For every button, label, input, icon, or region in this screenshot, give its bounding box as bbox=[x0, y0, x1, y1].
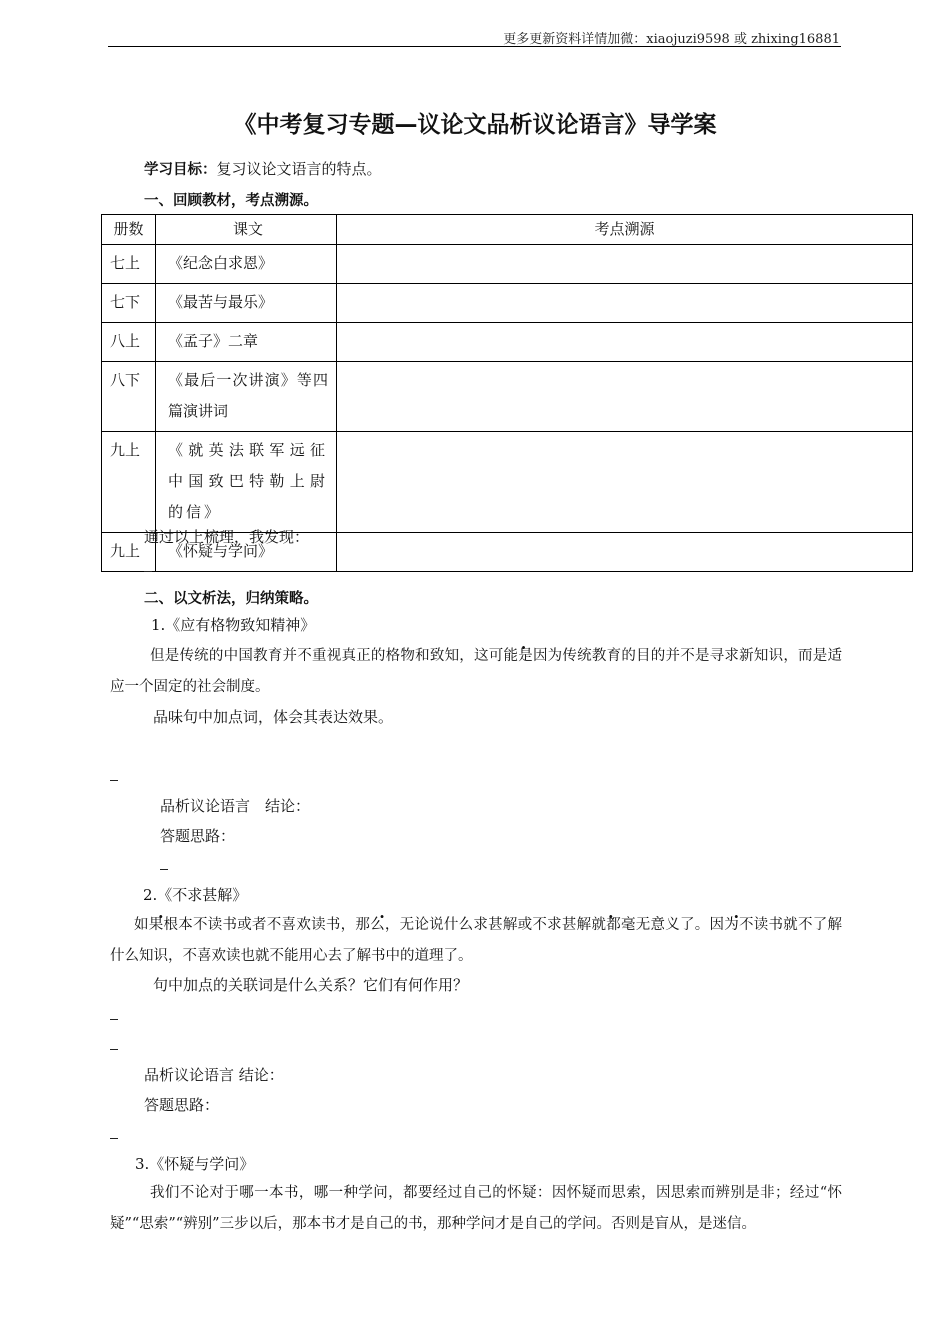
item3-passage bbox=[110, 1178, 842, 1240]
header-point: 考点溯源 bbox=[337, 215, 913, 245]
item1-title: 1.《应有格物致知精神》 bbox=[151, 616, 316, 634]
item2-conclusion: 品析议论语言 结论： bbox=[144, 1066, 284, 1084]
header-note: 更多更新资料详情加微：xiaojuzi9598 或 zhixing16881 bbox=[503, 32, 840, 47]
source-table bbox=[101, 214, 913, 572]
table-row bbox=[102, 323, 913, 362]
row-volume: 九上 bbox=[102, 533, 156, 572]
dotted-word: 可能 bbox=[488, 648, 519, 664]
item1-passage bbox=[110, 641, 842, 703]
answer-blank[interactable] bbox=[110, 1049, 118, 1050]
answer-blank[interactable] bbox=[144, 571, 152, 572]
passage-text: 是因为传统教育的目的并不是寻求新知识，而是适应一个固定的社会制度。 bbox=[110, 648, 843, 695]
row-point-input[interactable] bbox=[337, 284, 913, 323]
learning-objective bbox=[144, 158, 382, 179]
row-point-input[interactable] bbox=[337, 533, 913, 572]
passage-text: 根本不读书或者不喜欢读书， bbox=[163, 917, 356, 933]
table-header-row bbox=[102, 215, 913, 245]
item3-title: 3.《怀疑与学问》 bbox=[135, 1155, 255, 1173]
answer-blank[interactable] bbox=[110, 1019, 118, 1020]
row-point-input[interactable] bbox=[337, 432, 913, 533]
item1-approach: 答题思路： bbox=[160, 827, 236, 845]
row-text: 《孟子》二章 bbox=[156, 323, 337, 362]
item2-title: 2.《不求甚解》 bbox=[143, 886, 248, 904]
dotted-word: 就 bbox=[591, 917, 607, 933]
passage-text: 不读书就不了解什么知识，不喜欢读也就不能用心去了解书中的道理了。 bbox=[110, 917, 843, 964]
row-volume: 七上 bbox=[102, 245, 156, 284]
objective-text: 复习议论文语言的特点。 bbox=[216, 160, 382, 178]
row-volume: 七下 bbox=[102, 284, 156, 323]
page-title: 《中考复习专题—议论文品析议论语言》导学案 bbox=[233, 112, 717, 138]
discovery-prompt: 通过以上梳理，我发现： bbox=[144, 528, 310, 546]
row-point-input[interactable] bbox=[337, 245, 913, 284]
passage-text: 都毫无意义了。 bbox=[606, 917, 710, 933]
row-text: 《最后一次讲演》等四篇演讲词 bbox=[156, 362, 337, 432]
header-text: 课文 bbox=[156, 215, 337, 245]
answer-blank[interactable] bbox=[110, 780, 118, 781]
row-point-input[interactable] bbox=[337, 362, 913, 432]
row-text: 《最苦与最乐》 bbox=[156, 284, 337, 323]
row-volume: 九上 bbox=[102, 432, 156, 533]
table-row bbox=[102, 362, 913, 432]
section1-heading: 一、回顾教材，考点溯源。 bbox=[144, 193, 318, 209]
table-row bbox=[102, 432, 913, 533]
row-text: 《怀疑与学问》 bbox=[156, 533, 337, 572]
header-divider bbox=[108, 46, 841, 47]
dotted-word: 如果 bbox=[134, 917, 164, 933]
row-text: 《就英法联军远征中国致巴特勒上尉的信》 bbox=[156, 432, 337, 533]
item2-approach: 答题思路： bbox=[144, 1096, 220, 1114]
dotted-word: 那么 bbox=[355, 917, 385, 933]
dotted-word: 因为 bbox=[709, 917, 740, 933]
table-row bbox=[102, 284, 913, 323]
table-row bbox=[102, 245, 913, 284]
item2-passage bbox=[110, 910, 842, 972]
answer-blank[interactable] bbox=[160, 869, 168, 870]
row-volume: 八上 bbox=[102, 323, 156, 362]
header-volume: 册数 bbox=[102, 215, 156, 245]
item1-conclusion: 品析议论语言 结论： bbox=[160, 797, 311, 815]
row-text: 《纪念白求恩》 bbox=[156, 245, 337, 284]
row-point-input[interactable] bbox=[337, 323, 913, 362]
row-volume: 八下 bbox=[102, 362, 156, 432]
item2-question: 句中加点的关联词是什么关系？它们有何作用？ bbox=[153, 976, 469, 994]
section2-heading: 二、以文析法，归纳策略。 bbox=[144, 591, 318, 607]
passage-text: 但是传统的中国教育并不重视真正的格物和致知，这 bbox=[150, 648, 489, 664]
item1-question: 品味句中加点词，体会其表达效果。 bbox=[153, 708, 394, 726]
answer-blank[interactable] bbox=[110, 1138, 118, 1139]
passage-text: ，无论说什么求甚解或不求甚解 bbox=[384, 917, 592, 933]
objective-label: 学习目标： bbox=[144, 162, 217, 178]
passage-text: 我们不论对于哪一本书，哪一种学问，都要经过自己的怀疑：因怀疑而思索，因思索而辨别是非；经过“怀疑”“思索”“辨别”三步以后，那本书才是自己的书，那种学问才是自己的学问。否则是盲从，是迷信。 bbox=[110, 1185, 842, 1232]
